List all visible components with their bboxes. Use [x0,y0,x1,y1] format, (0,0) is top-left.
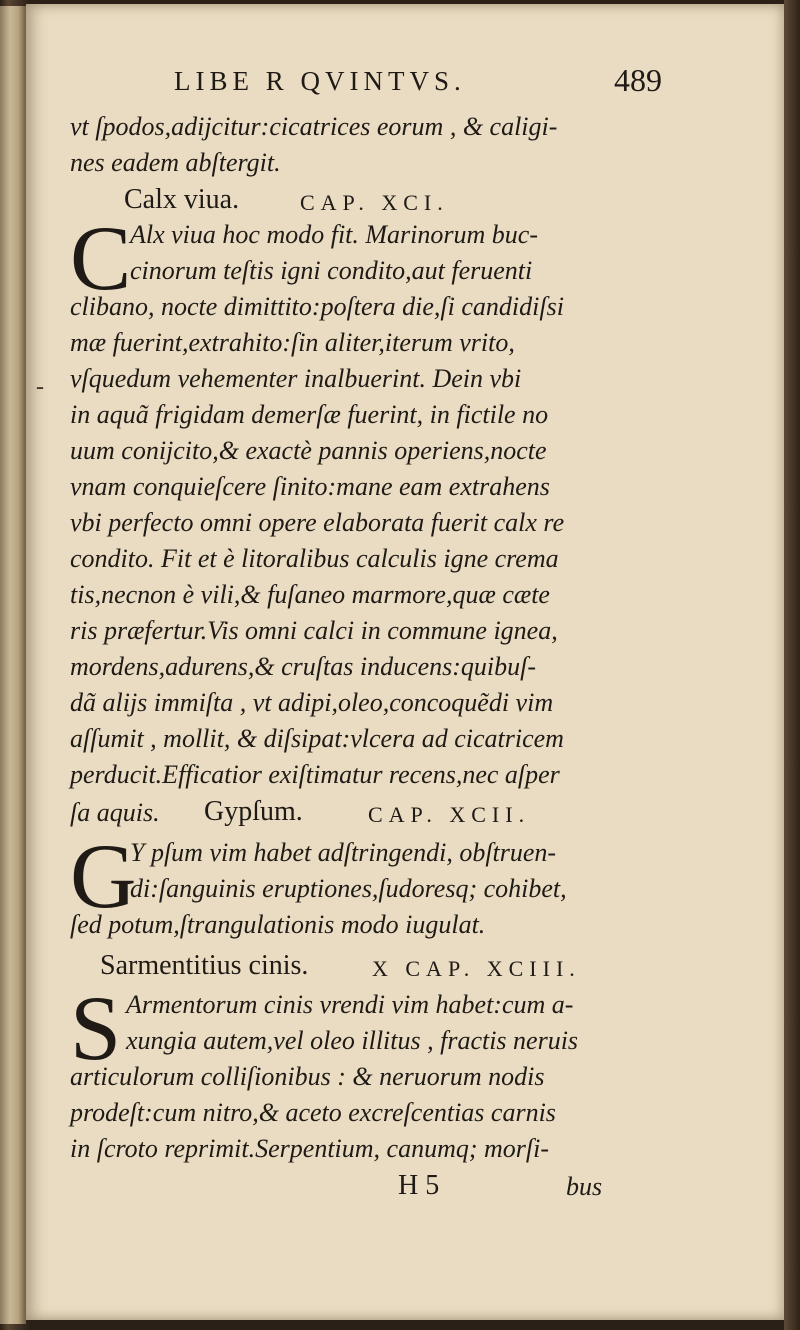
text-line: vt ſpodos,adijcitur:cicatrices eorum , & caligi- [70,112,558,141]
drop-cap-g: G [70,825,137,927]
text-line: vbi perfecto omni opere elaborata fuerit calx re [70,508,565,537]
text-line: uum conijcito,& exactè pannis operiens,nocte [70,436,547,465]
text-line: mæ fuerint,extrahito:ſin aliter,iterum vrito, [70,328,515,357]
text-line: in aquã frigidam demerſæ fuerint, in fictile no [70,400,549,429]
text-line: tis,necnon è vili,& fuſaneo marmore,quæ cæte [70,580,550,609]
text-line: di:ſanguinis eruptiones,ſudoresq; cohibet, [130,874,567,903]
margin-mark: - [36,374,44,400]
catchword: bus [566,1172,603,1201]
text-line: vnam conquieſcere ſinito:mane eam extrahens [70,472,550,501]
text-line: ris præfertur.Vis omni calci in commune ignea, [70,616,558,645]
text-line: xungia autem,vel oleo illitus , fractis neruis [126,1026,579,1055]
chapter-92-number: CAP. XCII. [368,802,531,827]
book-cover-edge [784,0,800,1330]
chapter-91-number: CAP. XCI. [300,190,449,215]
text-line: dã alijs immiſta , vt adipi,oleo,concoquẽdi vim [70,688,554,717]
text-line: Y pſum vim habet adſtringendi, obſtruen- [130,838,557,867]
previous-page-edge [0,6,26,1324]
chapter-92-title: Gypſum. [204,796,303,827]
text-line: in ſcroto reprimit.Serpentium, canumq; morſi- [70,1134,550,1163]
text-line: mordens,adurens,& cruſtas inducens:quibuſ- [70,652,537,681]
running-title: LIBE R QVINTVS. [174,66,466,96]
text-line: condito. Fit et è litoralibus calculis igne crema [70,544,559,573]
signature-mark: H 5 [398,1170,440,1201]
text-line: cinorum teſtis igni condito,aut feruenti [130,256,533,285]
book-page [26,4,784,1320]
text-line: nes eadem abſtergit. [70,148,281,177]
drop-cap-c: C [70,207,132,309]
page-number: 489 [614,62,662,98]
text-line: ſa aquis. [70,798,160,827]
chapter-93-title: Sarmentitius cinis. [100,950,309,981]
drop-cap-s: S [70,977,122,1079]
text-line: Armentorum cinis vrendi vim habet:cum a- [126,990,574,1019]
text-line: perducit.Efficatior exiſtimatur recens,nec aſper [70,760,560,789]
chapter-91-title: Calx viua. [124,184,240,215]
chapter-93-number: X CAP. XCIII. [372,956,581,981]
text-line: aſſumit , mollit, & diſsipat:vlcera ad cicatricem [70,724,564,753]
text-line: vſquedum vehementer inalbuerint. Dein vbi [70,364,522,393]
text-line: ſed potum,ſtrangulationis modo iugulat. [70,910,486,939]
text-line: prodeſt:cum nitro,& aceto excreſcentias carnis [70,1098,556,1127]
text-line: articulorum colliſionibus : & neruorum nodis [70,1062,545,1091]
text-line: clibano, nocte dimittito:poſtera die,ſi candidiſsi [70,292,564,321]
text-line: Alx viua hoc modo fit. Marinorum buc- [130,220,538,249]
